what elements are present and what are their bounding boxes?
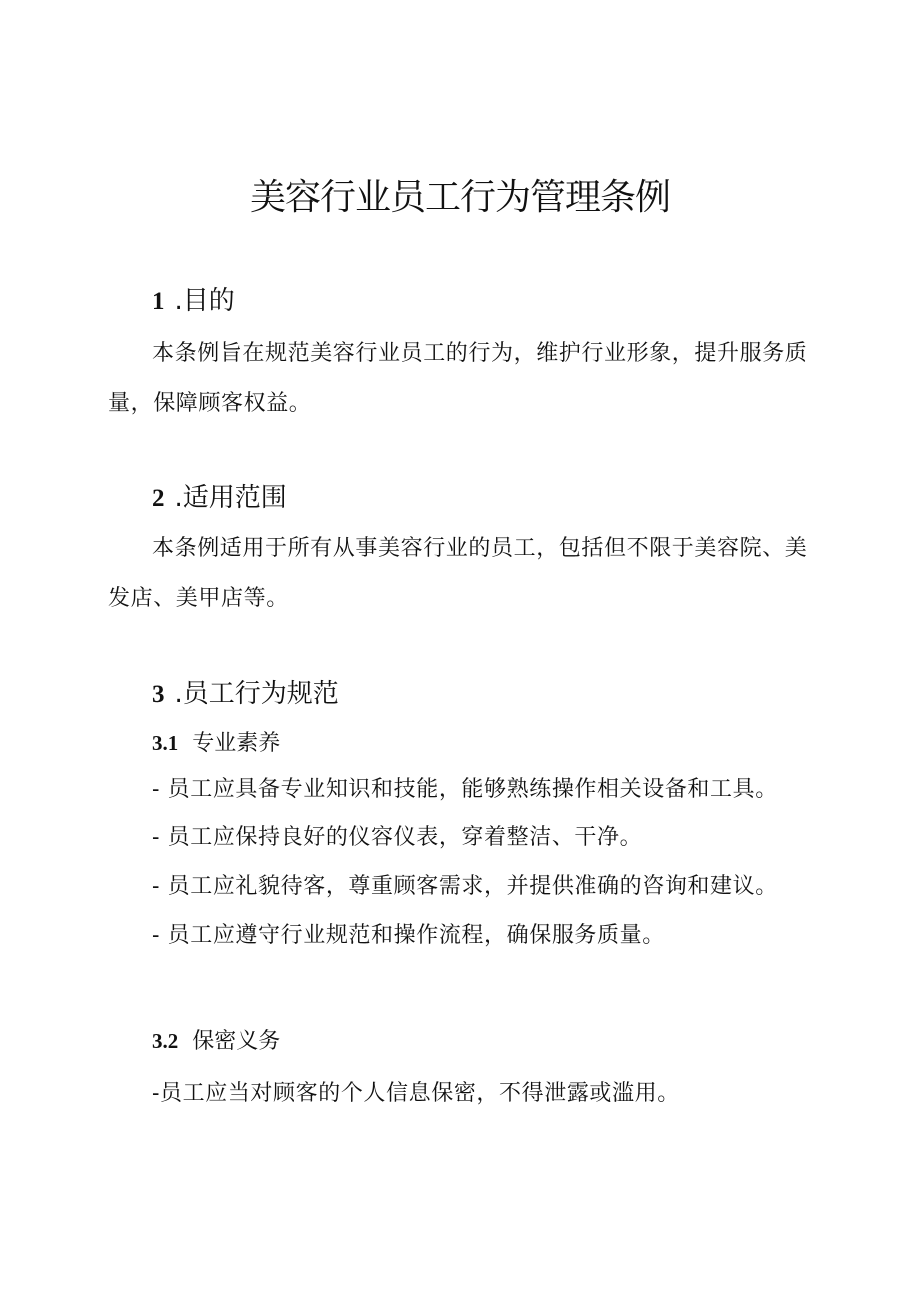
subsection-3-2-heading	[152, 1026, 280, 1057]
subsection-3-1-number: 3.1	[152, 731, 179, 755]
section-2-number: 2	[152, 485, 165, 512]
section-3-title: .员工行为规范	[174, 679, 339, 709]
section-2-paragraph: 本条例适用于所有从事美容行业的员工，包括但不限于美容院、美发店、美甲店等。	[108, 536, 808, 611]
list-item: - 员工应礼貌待客，尊重顾客需求，并提供准确的咨询和建议。	[152, 874, 778, 899]
section-3-heading	[152, 677, 339, 712]
list-item: -员工应当对顾客的个人信息保密，不得泄露或滥用。	[152, 1081, 680, 1106]
list-item: - 员工应具备专业知识和技能，能够熟练操作相关设备和工具。	[152, 777, 778, 802]
list-item: - 员工应遵守行业规范和操作流程，确保服务质量。	[152, 923, 665, 948]
section-3-number: 3	[152, 681, 165, 708]
section-2-title: .适用范围	[174, 483, 287, 513]
section-1-title: .目的	[174, 286, 235, 316]
subsection-3-1-title: 专业素养	[192, 731, 281, 756]
subsection-3-1-heading	[152, 728, 280, 759]
document-title: 美容行业员工行为管理条例	[249, 177, 670, 218]
list-item: - 员工应保持良好的仪容仪表，穿着整洁、干净。	[152, 825, 643, 850]
section-1-paragraph: 本条例旨在规范美容行业员工的行为，维护行业形象，提升服务质量，保障顾客权益。	[108, 341, 808, 416]
subsection-3-2-number: 3.2	[152, 1029, 179, 1053]
section-1-heading	[152, 284, 235, 319]
section-1-number: 1	[152, 288, 165, 315]
section-2-heading	[152, 481, 287, 516]
subsection-3-2-title: 保密义务	[192, 1029, 281, 1054]
